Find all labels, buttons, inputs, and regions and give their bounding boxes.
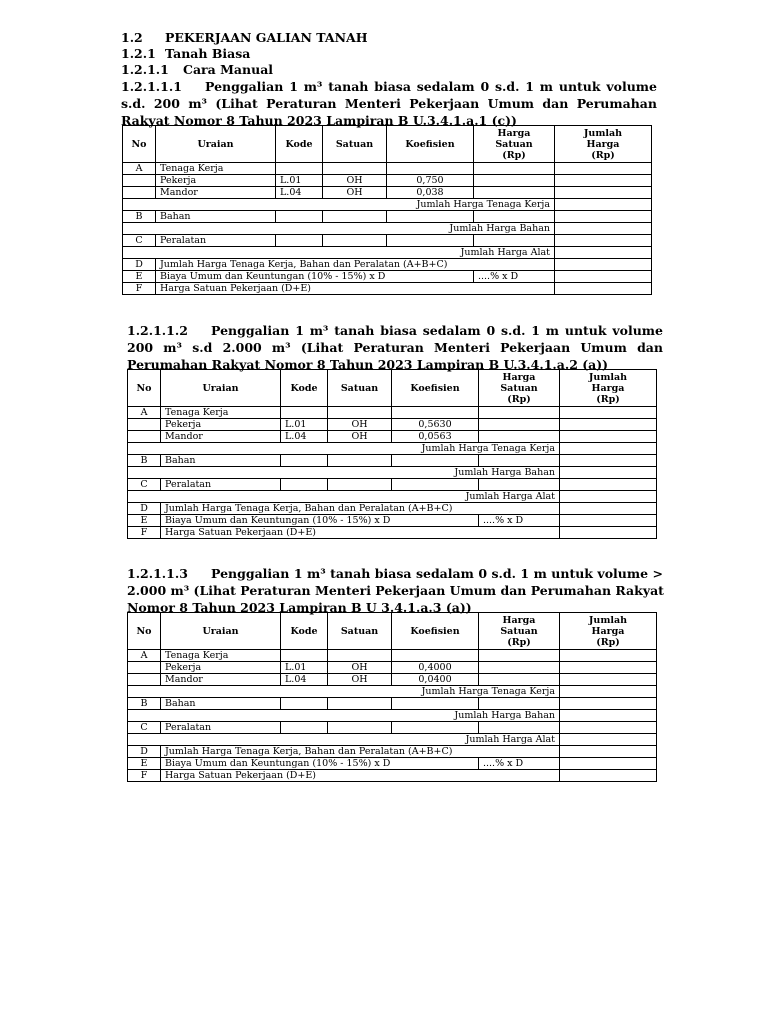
row-no: F [123, 283, 156, 295]
header-jumlah-harga: Jumlah Harga (Rp) [560, 370, 657, 407]
row-uraian: Pekerja [161, 662, 281, 674]
row-uraian: Harga Satuan Pekerjaan (D+E) [161, 527, 560, 539]
subtotal-label: Jumlah Harga Tenaga Kerja [123, 199, 555, 211]
row-uraian: Peralatan [156, 235, 276, 247]
row-uraian: Pekerja [161, 419, 281, 431]
row-kode: L.01 [281, 662, 328, 674]
header-no: No [128, 613, 161, 650]
row-kode: L.01 [281, 419, 328, 431]
row-uraian: Biaya Umum dan Keuntungan (10% - 15%) x D [161, 515, 479, 527]
table-row [128, 746, 657, 758]
table-row [123, 283, 652, 295]
table-row [128, 479, 657, 491]
row-uraian: Jumlah Harga Tenaga Kerja, Bahan dan Peralatan (A+B+C) [161, 503, 560, 515]
row-uraian: Bahan [156, 211, 276, 223]
row-uraian: Jumlah Harga Tenaga Kerja, Bahan dan Peralatan (A+B+C) [161, 746, 560, 758]
row-no: C [128, 479, 161, 491]
header-kode: Kode [276, 126, 323, 163]
row-satuan: OH [328, 662, 392, 674]
row-uraian: Mandor [161, 431, 281, 443]
section-number: 1.2.1.1.2 [127, 323, 188, 338]
subtotal-label: Jumlah Harga Bahan [128, 467, 560, 479]
row-koefisien: 0,750 [387, 175, 474, 187]
row-no: E [123, 271, 156, 283]
row-no: C [123, 235, 156, 247]
header-jumlah-harga: Jumlah Harga (Rp) [555, 126, 652, 163]
table-row-subtotal [128, 686, 657, 698]
subtotal-label: Jumlah Harga Alat [128, 734, 560, 746]
table-header-row [123, 126, 652, 163]
row-uraian: Mandor [161, 674, 281, 686]
header-satuan: Satuan [328, 370, 392, 407]
row-koefisien: 0,0563 [392, 431, 479, 443]
header-kode: Kode [281, 613, 328, 650]
row-kode: L.04 [281, 431, 328, 443]
row-uraian: Peralatan [161, 479, 281, 491]
table-row [128, 698, 657, 710]
section-paragraph-2 [127, 322, 663, 373]
header-uraian: Uraian [161, 370, 281, 407]
header-harga-satuan: Harga Satuan (Rp) [474, 126, 555, 163]
heading-title: Tanah Biasa [165, 46, 251, 61]
paragraph-line-3: Rakyat Nomor 8 Tahun 2023 Lampiran B U.3.4.1.a.1 (c)) [121, 113, 517, 128]
paragraph-line-1: 1.2.1.1.2 Penggalian 1 m³ tanah biasa sedalam 0 s.d. 1 m untuk volume [127, 323, 663, 338]
row-uraian: Harga Satuan Pekerjaan (D+E) [161, 770, 560, 782]
row-satuan: OH [328, 674, 392, 686]
table-row [128, 431, 657, 443]
subtotal-label: Jumlah Harga Tenaga Kerja [128, 686, 560, 698]
row-uraian: Pekerja [156, 175, 276, 187]
section-paragraph-3 [127, 565, 663, 616]
header-koefisien: Koefisien [387, 126, 474, 163]
table-header-row [128, 613, 657, 650]
header-no: No [128, 370, 161, 407]
row-uraian: Mandor [156, 187, 276, 199]
row-no: E [128, 758, 161, 770]
table-row [128, 662, 657, 674]
subtotal-label: Jumlah Harga Alat [123, 247, 555, 259]
row-no: C [128, 722, 161, 734]
table-row-subtotal [128, 443, 657, 455]
table-row [128, 515, 657, 527]
row-no: B [128, 455, 161, 467]
section-paragraph-1 [121, 78, 657, 129]
row-uraian: Peralatan [161, 722, 281, 734]
table-row [123, 175, 652, 187]
row-no: E [128, 515, 161, 527]
row-koefisien: 0,038 [387, 187, 474, 199]
paragraph-line-2: s.d. 200 m³ (Lihat Peraturan Menteri Pekerjaan Umum dan Perumahan [121, 96, 657, 111]
header-harga-satuan: Harga Satuan (Rp) [479, 370, 560, 407]
heading-title: Cara Manual [183, 62, 274, 77]
table-row [128, 674, 657, 686]
header-koefisien: Koefisien [392, 370, 479, 407]
table-row [128, 527, 657, 539]
heading-1-2-1-1 [121, 62, 661, 78]
row-kode: L.01 [276, 175, 323, 187]
row-percent: ....% x D [474, 271, 555, 283]
header-no: No [123, 126, 156, 163]
subtotal-label: Jumlah Harga Alat [128, 491, 560, 503]
table-row [123, 187, 652, 199]
header-satuan: Satuan [323, 126, 387, 163]
table-row-subtotal [128, 467, 657, 479]
row-uraian: Harga Satuan Pekerjaan (D+E) [156, 283, 555, 295]
table-row [123, 271, 652, 283]
row-percent: ....% x D [479, 515, 560, 527]
row-satuan: OH [323, 187, 387, 199]
row-no: D [128, 503, 161, 515]
row-koefisien: 0,0400 [392, 674, 479, 686]
subtotal-label: Jumlah Harga Bahan [123, 223, 555, 235]
heading-number: 1.2 [121, 30, 143, 45]
table-row [123, 211, 652, 223]
table-row [128, 770, 657, 782]
row-percent: ....% x D [479, 758, 560, 770]
paragraph-line-1: 1.2.1.1.1 Penggalian 1 m³ tanah biasa sedalam 0 s.d. 1 m untuk volume [121, 79, 657, 94]
header-jumlah-harga: Jumlah Harga (Rp) [560, 613, 657, 650]
table-row-subtotal [128, 710, 657, 722]
table-row [128, 503, 657, 515]
row-uraian: Bahan [161, 455, 281, 467]
row-koefisien: 0,4000 [392, 662, 479, 674]
row-kode: L.04 [281, 674, 328, 686]
table-row [128, 650, 657, 662]
header-kode: Kode [281, 370, 328, 407]
table-header-row [128, 370, 657, 407]
row-satuan: OH [328, 419, 392, 431]
table-row [128, 407, 657, 419]
ahsp-table-1 [122, 125, 652, 295]
table-row [123, 259, 652, 271]
row-no: F [128, 770, 161, 782]
section-number: 1.2.1.1.3 [127, 566, 188, 581]
row-no: D [123, 259, 156, 271]
table-row [128, 419, 657, 431]
row-uraian: Jumlah Harga Tenaga Kerja, Bahan dan Peralatan (A+B+C) [156, 259, 555, 271]
heading-number: 1.2.1 [121, 46, 156, 61]
paragraph-line-2: 2.000 m³ (Lihat Peraturan Menteri Pekerjaan Umum dan Perumahan Rakyat [127, 583, 664, 598]
table-row-subtotal [128, 734, 657, 746]
row-uraian: Biaya Umum dan Keuntungan (10% - 15%) x D [156, 271, 474, 283]
table-row [128, 758, 657, 770]
table-row-subtotal [123, 199, 652, 211]
header-uraian: Uraian [156, 126, 276, 163]
subtotal-label: Jumlah Harga Tenaga Kerja [128, 443, 560, 455]
table-row [128, 455, 657, 467]
table-row-subtotal [123, 247, 652, 259]
table-row [123, 163, 652, 175]
table-row [123, 235, 652, 247]
subtotal-label: Jumlah Harga Bahan [128, 710, 560, 722]
row-no: A [128, 650, 161, 662]
table-row [128, 722, 657, 734]
row-uraian: Tenaga Kerja [161, 650, 281, 662]
ahsp-table-2 [127, 369, 657, 539]
paragraph-line-1: 1.2.1.1.3 Penggalian 1 m³ tanah biasa sedalam 0 s.d. 1 m untuk volume > [127, 566, 663, 581]
header-uraian: Uraian [161, 613, 281, 650]
table-row-subtotal [123, 223, 652, 235]
row-uraian: Bahan [161, 698, 281, 710]
heading-title: PEKERJAAN GALIAN TANAH [165, 30, 368, 45]
row-no: F [128, 527, 161, 539]
row-no: A [128, 407, 161, 419]
row-no: B [128, 698, 161, 710]
row-uraian: Tenaga Kerja [161, 407, 281, 419]
paragraph-line-3: Perumahan Rakyat Nomor 8 Tahun 2023 Lampiran B U.3.4.1.a.2 (a)) [127, 357, 609, 372]
paragraph-line-3: Nomor 8 Tahun 2023 Lampiran B U 3.4.1.a.3 (a)) [127, 600, 472, 615]
header-koefisien: Koefisien [392, 613, 479, 650]
row-koefisien: 0,5630 [392, 419, 479, 431]
header-harga-satuan: Harga Satuan (Rp) [479, 613, 560, 650]
row-uraian: Tenaga Kerja [156, 163, 276, 175]
table-row-subtotal [128, 491, 657, 503]
row-no: D [128, 746, 161, 758]
row-no: A [123, 163, 156, 175]
heading-1-2 [121, 30, 661, 46]
row-kode: L.04 [276, 187, 323, 199]
row-satuan: OH [328, 431, 392, 443]
paragraph-line-2: 200 m³ s.d 2.000 m³ (Lihat Peraturan Menteri Pekerjaan Umum dan [127, 340, 663, 355]
row-uraian: Biaya Umum dan Keuntungan (10% - 15%) x D [161, 758, 479, 770]
row-no: B [123, 211, 156, 223]
heading-number: 1.2.1.1 [121, 62, 169, 77]
ahsp-table-3 [127, 612, 657, 782]
heading-1-2-1 [121, 46, 661, 62]
row-satuan: OH [323, 175, 387, 187]
section-number: 1.2.1.1.1 [121, 79, 182, 94]
header-satuan: Satuan [328, 613, 392, 650]
